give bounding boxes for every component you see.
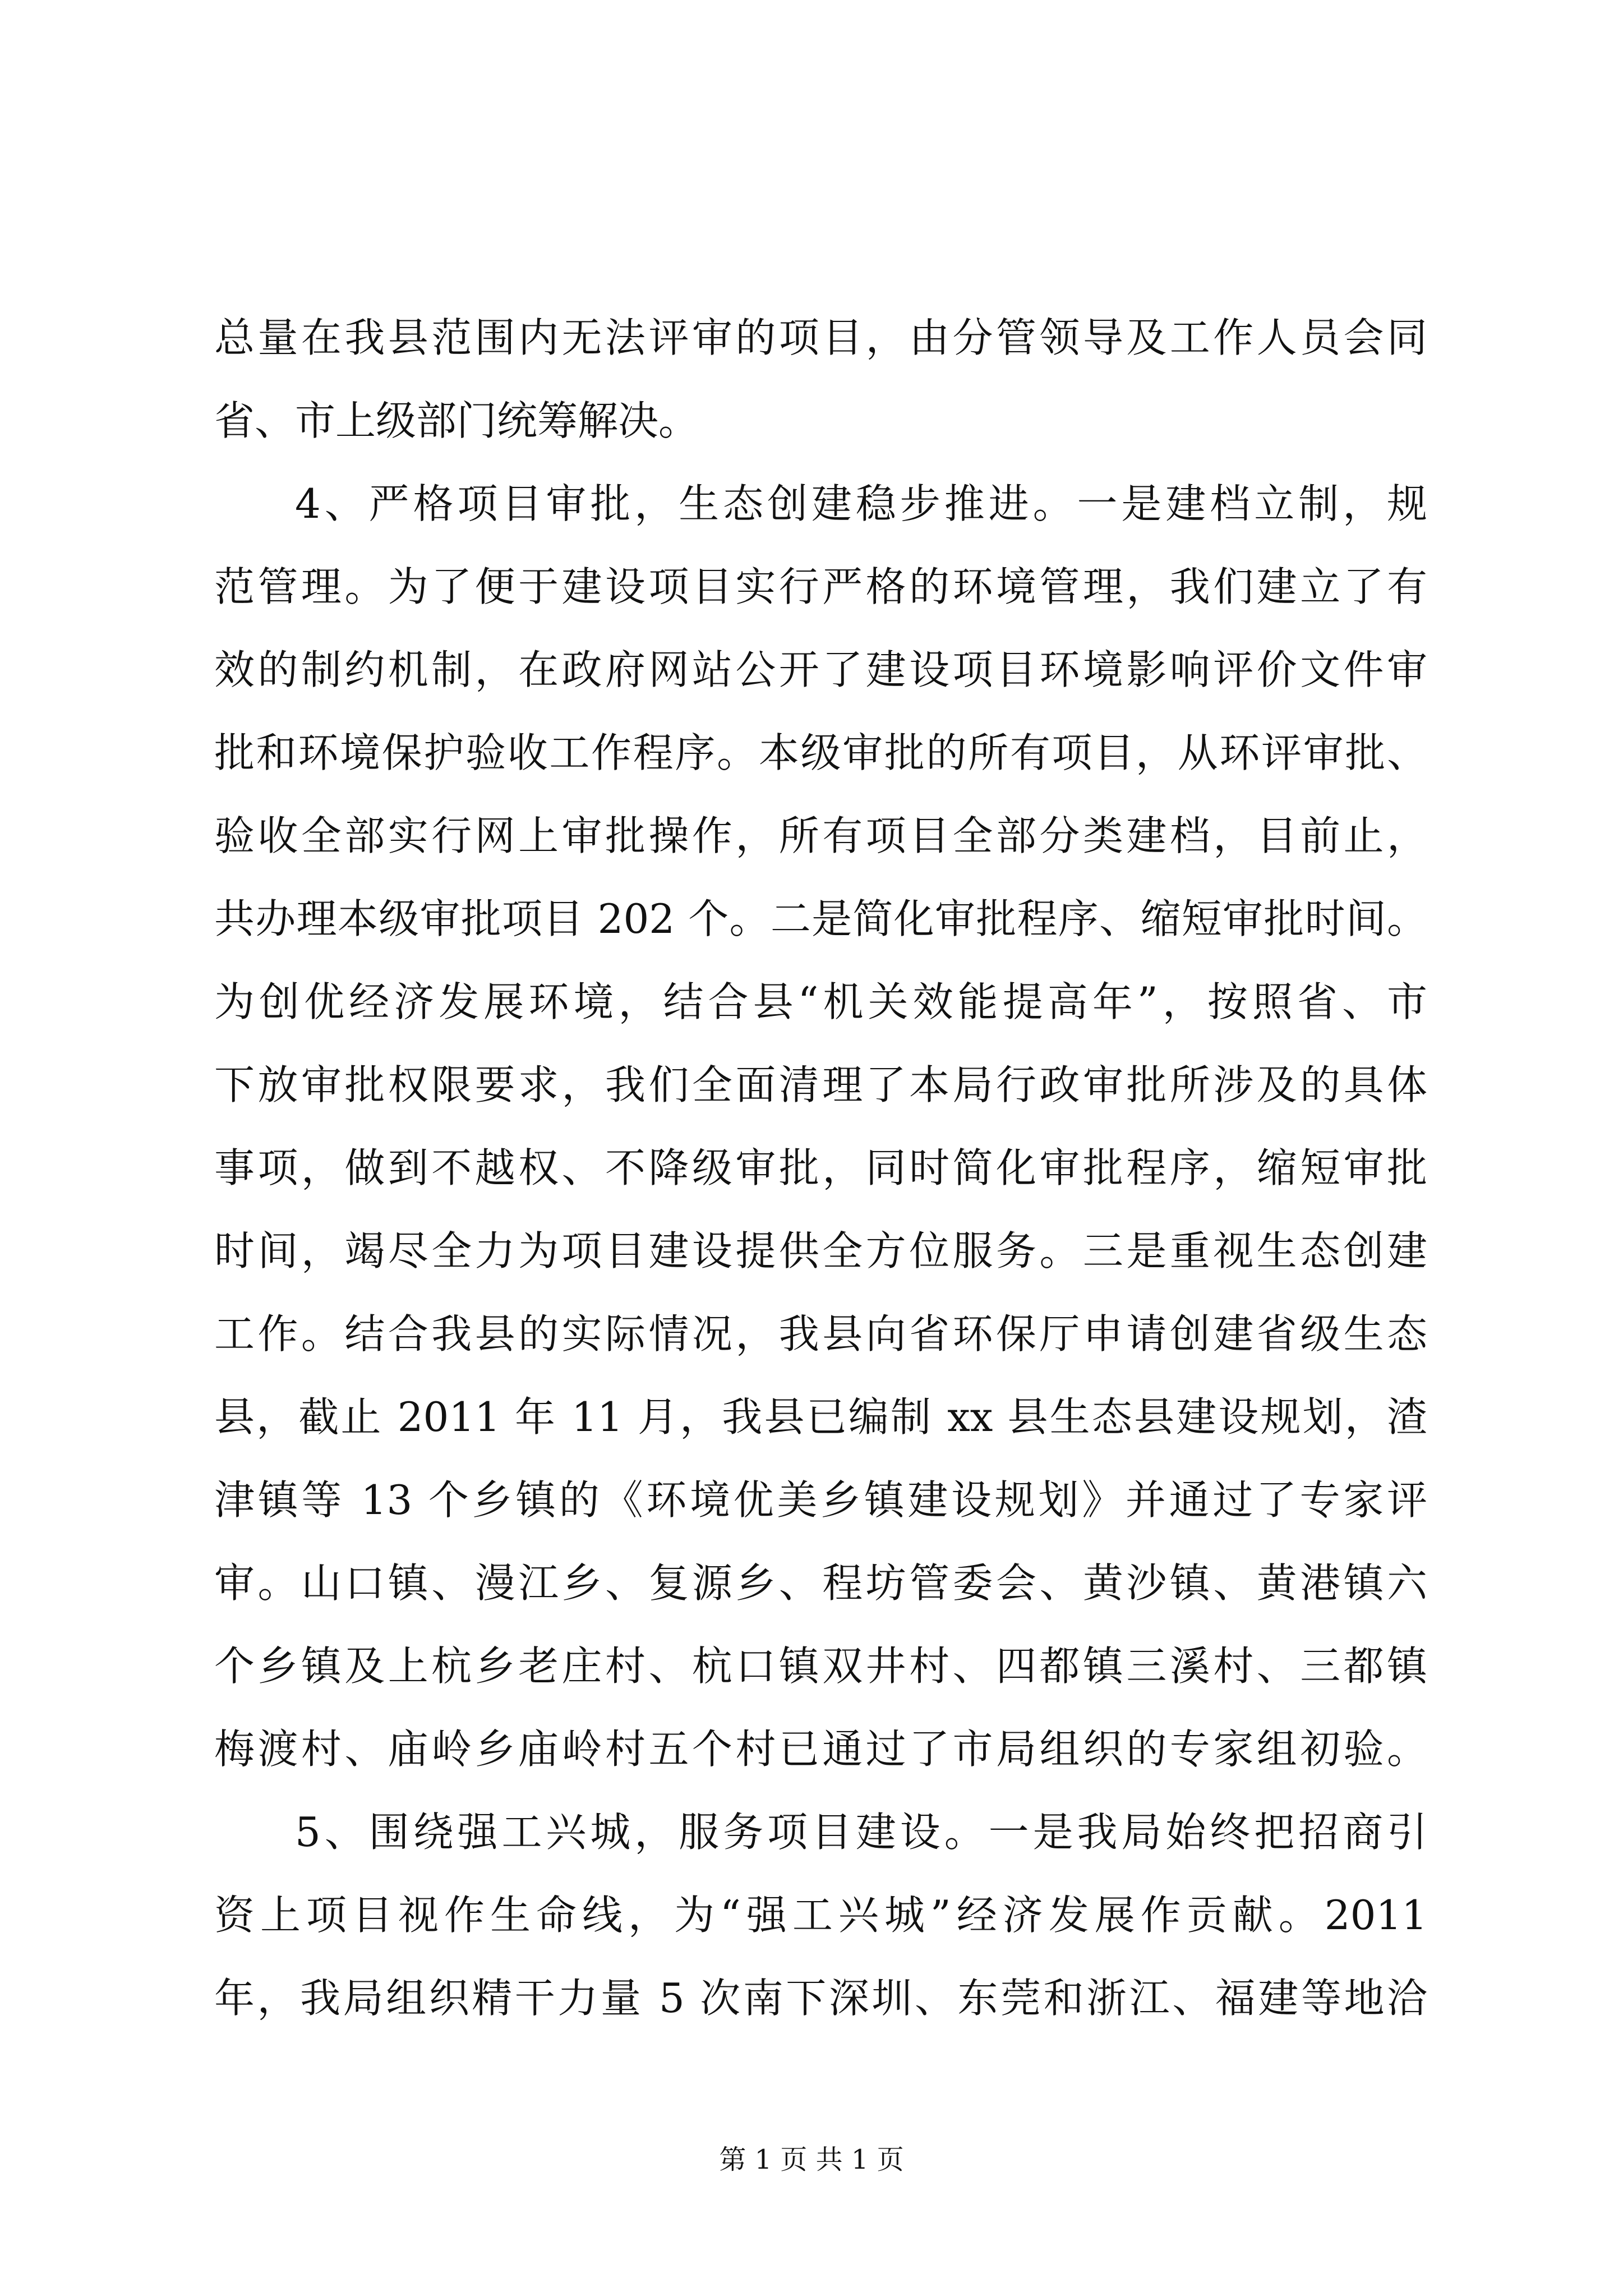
paragraph — [214, 296, 1427, 462]
text-line: 资上项目视作生命线，为“强工兴城”经济发展作贡献。2011 — [214, 1892, 1427, 1939]
paragraph — [214, 462, 1427, 1791]
text-line: 总量在我县范围内无法评审的项目，由分管领导及工作人员会同 — [214, 314, 1427, 361]
page-number-footer: 第 1 页 共 1 页 — [719, 2144, 904, 2175]
text-line: 审。山口镇、漫江乡、复源乡、程坊管委会、黄沙镇、黄港镇六 — [214, 1559, 1427, 1607]
text-line: 验收全部实行网上审批操作，所有项目全部分类建档，目前止， — [214, 812, 1427, 859]
text-line: 工作。结合我县的实际情况，我县向省环保厅申请创建省级生态 — [214, 1310, 1427, 1358]
text-line: 省、市上级部门统筹解决。 — [214, 397, 699, 444]
text-line: 梅渡村、庙岭乡庙岭村五个村已通过了市局组织的专家组初验。 — [214, 1726, 1427, 1773]
text-line: 批和环境保护验收工作程序。本级审批的所有项目，从环评审批、 — [214, 729, 1427, 776]
text-line: 县，截止 2011 年 11 月，我县已编制 xx 县生态县建设规划，渣 — [214, 1393, 1427, 1441]
text-line: 津镇等 13 个乡镇的《环境优美乡镇建设规划》并通过了专家评 — [214, 1476, 1427, 1524]
document-body — [214, 296, 1427, 2040]
text-line: 时间，竭尽全力为项目建设提供全方位服务。三是重视生态创建 — [214, 1227, 1427, 1274]
text-line: 共办理本级审批项目 202 个。二是简化审批程序、缩短审批时间。 — [214, 895, 1427, 942]
text-line: 范管理。为了便于建设项目实行严格的环境管理，我们建立了有 — [214, 563, 1427, 610]
paragraph — [214, 1791, 1427, 2040]
text-line: 个乡镇及上杭乡老庄村、杭口镇双井村、四都镇三溪村、三都镇 — [214, 1642, 1427, 1690]
text-line: 5、围绕强工兴城，服务项目建设。一是我局始终把招商引 — [295, 1809, 1427, 1856]
text-line: 事项，做到不越权、不降级审批，同时简化审批程序，缩短审批 — [214, 1144, 1427, 1191]
text-line: 为创优经济发展环境，结合县“机关效能提高年”，按照省、市 — [214, 978, 1427, 1025]
text-line: 效的制约机制，在政府网站公开了建设项目环境影响评价文件审 — [214, 646, 1427, 693]
text-line: 下放审批权限要求，我们全面清理了本局行政审批所涉及的具体 — [214, 1061, 1427, 1108]
text-line: 年，我局组织精干力量 5 次南下深圳、东莞和浙江、福建等地洽 — [214, 1975, 1427, 2022]
text-line: 4、严格项目审批，生态创建稳步推进。一是建档立制，规 — [295, 480, 1427, 527]
